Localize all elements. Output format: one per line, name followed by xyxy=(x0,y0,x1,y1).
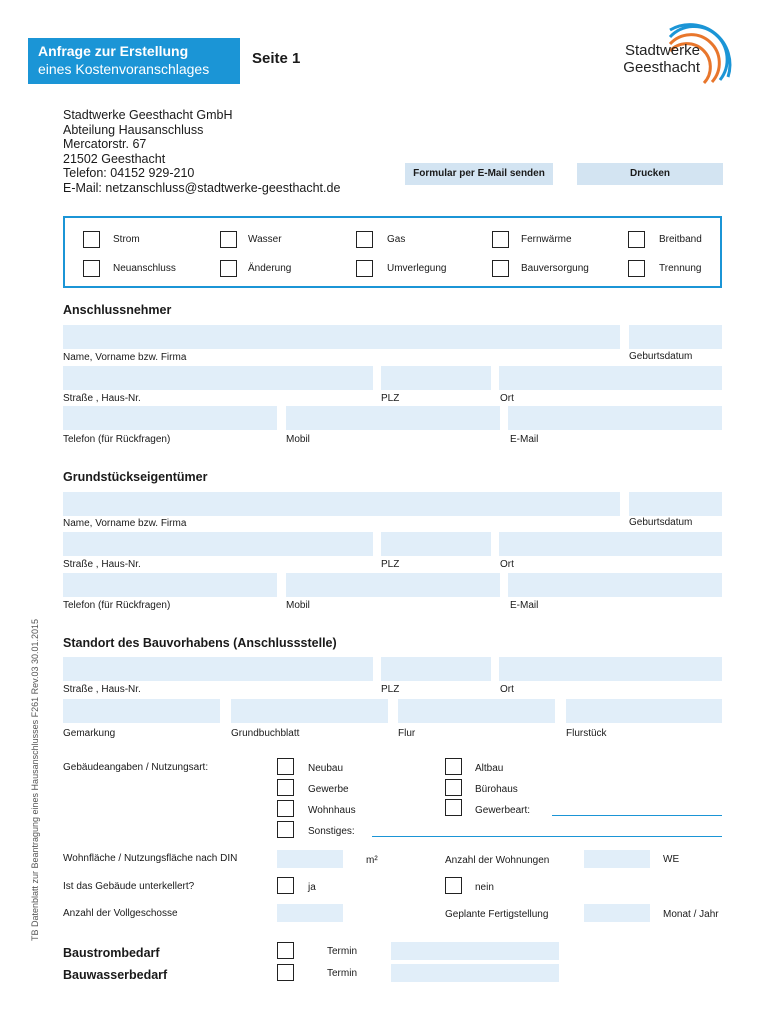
label-fernwaerme: Fernwärme xyxy=(521,234,572,245)
site-district-label: Gemarkung xyxy=(63,728,116,739)
property-owner-mobile-label: Mobil xyxy=(286,600,310,611)
site-district-field[interactable] xyxy=(63,699,220,723)
logo-line1: Stadtwerke xyxy=(624,42,700,59)
logo-line2: Geesthacht xyxy=(623,59,700,76)
property-owner-street-field[interactable] xyxy=(63,532,373,556)
checkbox-basement-yes[interactable] xyxy=(277,877,294,894)
site-zip-label: PLZ xyxy=(381,684,400,695)
checkbox-neuanschluss[interactable] xyxy=(83,260,100,277)
property-owner-street-label: Straße , Haus-Nr. xyxy=(63,559,141,570)
site-flur-label: Flur xyxy=(398,728,416,739)
label-altbau: Altbau xyxy=(475,763,504,774)
checkbox-altbau[interactable] xyxy=(445,758,462,775)
logo-text xyxy=(560,42,700,76)
owner-email-field[interactable] xyxy=(508,406,722,430)
power-demand-label: Baustrombedarf xyxy=(63,946,160,960)
completion-field[interactable] xyxy=(584,904,650,922)
owner-phone-field[interactable] xyxy=(63,406,277,430)
checkbox-neubau[interactable] xyxy=(277,758,294,775)
checkbox-wohnhaus[interactable] xyxy=(277,800,294,817)
site-street-field[interactable] xyxy=(63,657,373,681)
form-title-line2: eines Kostenvoranschlages xyxy=(38,61,210,77)
property-owner-email-field[interactable] xyxy=(508,573,722,597)
site-parcel-label: Flurstück xyxy=(566,728,607,739)
checkbox-buerohaus[interactable] xyxy=(445,779,462,796)
floors-field[interactable] xyxy=(277,904,343,922)
water-date-label: Termin xyxy=(327,968,358,979)
address-line: Telefon: 04152 929-210 xyxy=(63,166,195,180)
checkbox-breitband[interactable] xyxy=(628,231,645,248)
owner-email-label: E-Mail xyxy=(510,434,539,445)
label-gewerbe: Gewerbe xyxy=(308,784,349,795)
address-line: E-Mail: netzanschluss@stadtwerke-geesthacht.de xyxy=(63,180,341,195)
property-owner-mobile-field[interactable] xyxy=(286,573,500,597)
checkbox-basement-no[interactable] xyxy=(445,877,462,894)
property-owner-name-field[interactable] xyxy=(63,492,620,516)
section-title-owner: Anschlussnehmer xyxy=(63,303,172,317)
checkbox-gewerbeart[interactable] xyxy=(445,799,462,816)
site-street-label: Straße , Haus-Nr. xyxy=(63,684,141,695)
property-owner-zip-field[interactable] xyxy=(381,532,491,556)
label-gas: Gas xyxy=(387,234,406,245)
water-date-field[interactable] xyxy=(391,964,559,982)
page-number: Seite 1 xyxy=(252,50,301,67)
address-line: Mercatorstr. 67 xyxy=(63,137,147,151)
checkbox-aenderung[interactable] xyxy=(220,260,237,277)
checkbox-trennung[interactable] xyxy=(628,260,645,277)
site-flur-field[interactable] xyxy=(398,699,555,723)
label-breitband: Breitband xyxy=(659,234,702,245)
owner-mobile-field[interactable] xyxy=(286,406,500,430)
label-wohnhaus: Wohnhaus xyxy=(308,805,356,816)
power-date-label: Termin xyxy=(327,946,358,957)
label-strom: Strom xyxy=(113,234,140,245)
property-owner-phone-label: Telefon (für Rückfragen) xyxy=(63,600,171,611)
checkbox-umverlegung[interactable] xyxy=(356,260,373,277)
label-neubau: Neubau xyxy=(308,763,344,774)
form-title-line1: Anfrage zur Erstellung xyxy=(38,43,189,59)
completion-label: Geplante Fertigstellung xyxy=(445,909,549,920)
owner-name-field[interactable] xyxy=(63,325,620,349)
property-owner-city-field[interactable] xyxy=(499,532,722,556)
power-date-field[interactable] xyxy=(391,942,559,960)
owner-city-field[interactable] xyxy=(499,366,722,390)
print-button[interactable]: Drucken xyxy=(577,163,723,185)
area-unit: m² xyxy=(366,855,378,866)
area-label: Wohnfläche / Nutzungsfläche nach DIN xyxy=(63,853,238,864)
checkbox-wasser[interactable] xyxy=(220,231,237,248)
checkbox-gas[interactable] xyxy=(356,231,373,248)
owner-mobile-label: Mobil xyxy=(286,434,310,445)
owner-phone-label: Telefon (für Rückfragen) xyxy=(63,434,171,445)
checkbox-bauversorgung[interactable] xyxy=(492,260,509,277)
owner-zip-field[interactable] xyxy=(381,366,491,390)
address-block xyxy=(63,108,340,195)
checkbox-sonstiges[interactable] xyxy=(277,821,294,838)
label-wasser: Wasser xyxy=(248,234,282,245)
completion-unit: Monat / Jahr xyxy=(663,909,719,920)
label-trennung: Trennung xyxy=(659,263,702,274)
section-title-property-owner: Grundstückseigentümer xyxy=(63,470,208,484)
property-owner-zip-label: PLZ xyxy=(381,559,400,570)
floors-label: Anzahl der Vollgeschosse xyxy=(63,908,178,919)
owner-birth-field[interactable] xyxy=(629,325,722,349)
owner-zip-label: PLZ xyxy=(381,393,400,404)
label-neuanschluss: Neuanschluss xyxy=(113,263,176,274)
checkbox-gewerbe[interactable] xyxy=(277,779,294,796)
water-demand-label: Bauwasserbedarf xyxy=(63,968,168,982)
property-owner-city-label: Ort xyxy=(500,559,514,570)
form-title-box xyxy=(28,38,240,84)
request-type-box xyxy=(63,216,722,288)
address-line: 21502 Geesthacht xyxy=(63,151,166,166)
owner-street-label: Straße , Haus-Nr. xyxy=(63,393,141,404)
basement-label: Ist das Gebäude unterkellert? xyxy=(63,881,195,892)
property-owner-birth-label: Geburtsdatum xyxy=(629,517,693,528)
label-sonstiges: Sonstiges: xyxy=(308,826,355,837)
apartments-unit: WE xyxy=(663,854,680,865)
building-usage-label: Gebäudeangaben / Nutzungsart: xyxy=(63,762,209,773)
site-parcel-field[interactable] xyxy=(566,699,722,723)
email-form-button[interactable]: Formular per E-Mail senden xyxy=(405,163,553,185)
sonstiges-input-line[interactable] xyxy=(372,836,722,837)
label-aenderung: Änderung xyxy=(248,263,292,274)
checkbox-fernwaerme[interactable] xyxy=(492,231,509,248)
site-land-register-label: Grundbuchblatt xyxy=(231,728,300,739)
owner-city-label: Ort xyxy=(500,393,514,404)
site-city-label: Ort xyxy=(500,684,514,695)
owner-name-label: Name, Vorname bzw. Firma xyxy=(63,352,187,363)
label-umverlegung: Umverlegung xyxy=(387,263,447,274)
checkbox-power-demand[interactable] xyxy=(277,942,294,959)
label-bauversorgung: Bauversorgung xyxy=(521,263,589,274)
site-city-field[interactable] xyxy=(499,657,722,681)
site-land-register-field[interactable] xyxy=(231,699,388,723)
label-basement-yes: ja xyxy=(308,882,316,893)
property-owner-birth-field[interactable] xyxy=(629,492,722,516)
apartments-field[interactable] xyxy=(584,850,650,868)
label-basement-no: nein xyxy=(475,882,494,893)
checkbox-water-demand[interactable] xyxy=(277,964,294,981)
owner-birth-label: Geburtsdatum xyxy=(629,351,693,362)
property-owner-email-label: E-Mail xyxy=(510,600,539,611)
label-gewerbeart: Gewerbeart: xyxy=(475,805,531,816)
section-title-site: Standort des Bauvorhabens (Anschlussstelle) xyxy=(63,636,337,650)
address-line: Stadtwerke Geesthacht GmbH xyxy=(63,108,233,122)
address-line: Abteilung Hausanschluss xyxy=(63,122,204,137)
apartments-label: Anzahl der Wohnungen xyxy=(445,855,550,866)
owner-street-field[interactable] xyxy=(63,366,373,390)
checkbox-strom[interactable] xyxy=(83,231,100,248)
label-buerohaus: Bürohaus xyxy=(475,784,518,795)
area-field[interactable] xyxy=(277,850,343,868)
side-document-note: TB Datenblatt zur Beantragung eines Hausanschlusses F261 Rev.03 30.01.2015 xyxy=(30,618,40,942)
property-owner-name-label: Name, Vorname bzw. Firma xyxy=(63,518,187,529)
site-zip-field[interactable] xyxy=(381,657,491,681)
gewerbeart-input-line[interactable] xyxy=(552,815,722,816)
property-owner-phone-field[interactable] xyxy=(63,573,277,597)
